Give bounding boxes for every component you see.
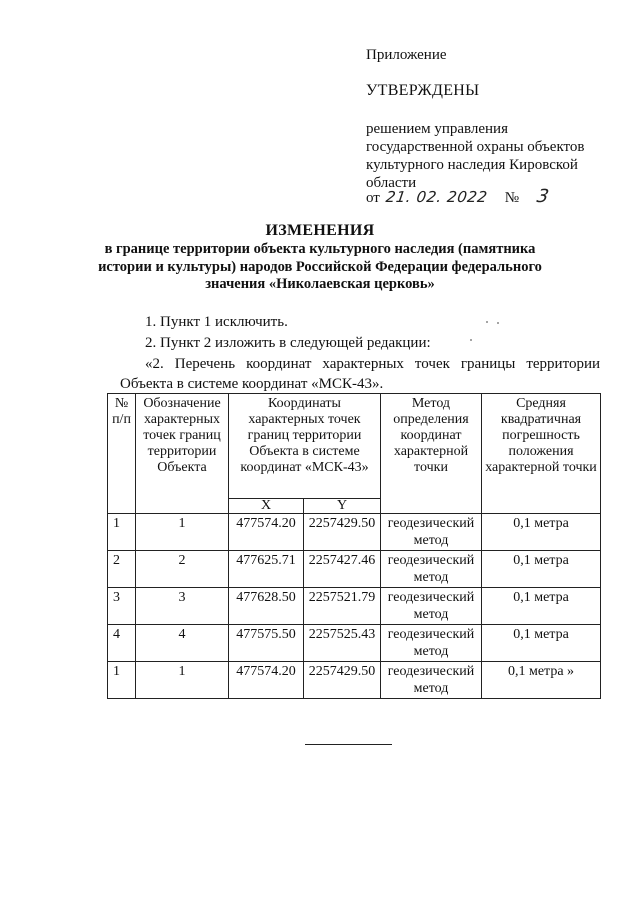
decision-line: культурного наследия Кировской: [366, 157, 578, 173]
cell-num: 1: [108, 514, 136, 551]
decision-line: решением управления: [366, 121, 508, 137]
cell-num: 4: [108, 625, 136, 662]
subtitle-line: значения «Николаевская церковь»: [205, 276, 435, 292]
cell-error: 0,1 метра: [482, 514, 601, 551]
cell-error: 0,1 метра »: [482, 662, 601, 699]
table-row: [108, 588, 601, 625]
table-row: [108, 662, 601, 699]
appendix-label: Приложение: [366, 47, 447, 63]
cell-error: 0,1 метра: [482, 588, 601, 625]
header-coordinates: Координаты характерных точек границ территории Объекта в системе координат «МСК-43»: [229, 394, 381, 499]
handwritten-number: 3: [535, 186, 551, 207]
table-row: [108, 625, 601, 662]
cell-y: 2257525.43: [304, 625, 381, 662]
item-3-line-2: Объекта в системе координат «МСК-43».: [120, 376, 384, 392]
subtitle-line: в границе территории объекта культурного наследия (памятника: [104, 241, 536, 257]
handwritten-date: 21. 02. 2022: [384, 188, 489, 206]
item-1: 1. Пункт 1 исключить.: [145, 314, 288, 330]
decision-line: государственной охраны объектов: [366, 139, 585, 155]
end-separator-line: [305, 744, 392, 745]
header-method: Метод определения координат характерной точки: [381, 394, 482, 514]
header-designation: Обозначение характерных точек границ территории Объекта: [136, 394, 229, 514]
coordinates-table: [107, 393, 601, 699]
decision-line: области: [366, 175, 417, 191]
cell-point: 2: [136, 551, 229, 588]
cell-num: 2: [108, 551, 136, 588]
approved-label: УТВЕРЖДЕНЫ: [366, 82, 480, 99]
document-title: ИЗМЕНЕНИЯ: [265, 222, 375, 239]
cell-method: геодезический метод: [381, 588, 482, 625]
cell-point: 3: [136, 588, 229, 625]
cell-error: 0,1 метра: [482, 551, 601, 588]
table-row: [108, 551, 601, 588]
cell-y: 2257429.50: [304, 514, 381, 551]
cell-method: геодезический метод: [381, 662, 482, 699]
decision-block: [366, 120, 616, 192]
cell-method: геодезический метод: [381, 514, 482, 551]
document-subtitle: [0, 241, 640, 294]
cell-x: 477575.50: [229, 625, 304, 662]
header-num: № п/п: [108, 394, 136, 514]
date-line: [366, 188, 549, 207]
cell-point: 4: [136, 625, 229, 662]
item-2: 2. Пункт 2 изложить в следующей редакции:: [145, 335, 431, 351]
scan-speck: [497, 322, 499, 324]
cell-point: 1: [136, 662, 229, 699]
cell-x: 477628.50: [229, 588, 304, 625]
cell-method: геодезический метод: [381, 551, 482, 588]
cell-y: 2257521.79: [304, 588, 381, 625]
cell-y: 2257427.46: [304, 551, 381, 588]
cell-error: 0,1 метра: [482, 625, 601, 662]
cell-x: 477574.20: [229, 514, 304, 551]
item-3-line-1: «2. Перечень координат характерных точек границы территории: [145, 356, 600, 372]
cell-num: 3: [108, 588, 136, 625]
cell-x: 477574.20: [229, 662, 304, 699]
cell-point: 1: [136, 514, 229, 551]
header-x: X: [229, 499, 304, 514]
subtitle-line: истории и культуры) народов Российской Федерации федерального: [98, 258, 542, 275]
date-prefix: от: [366, 190, 380, 206]
cell-num: 1: [108, 662, 136, 699]
table-row: [108, 514, 601, 551]
cell-method: геодезический метод: [381, 625, 482, 662]
header-error: Средняя квадратичная погрешность положения характерной точки: [482, 394, 601, 514]
scan-speck: [486, 321, 488, 323]
scan-speck: [470, 339, 472, 341]
number-sign: №: [504, 190, 520, 206]
header-y: Y: [304, 499, 381, 514]
cell-x: 477625.71: [229, 551, 304, 588]
cell-y: 2257429.50: [304, 662, 381, 699]
